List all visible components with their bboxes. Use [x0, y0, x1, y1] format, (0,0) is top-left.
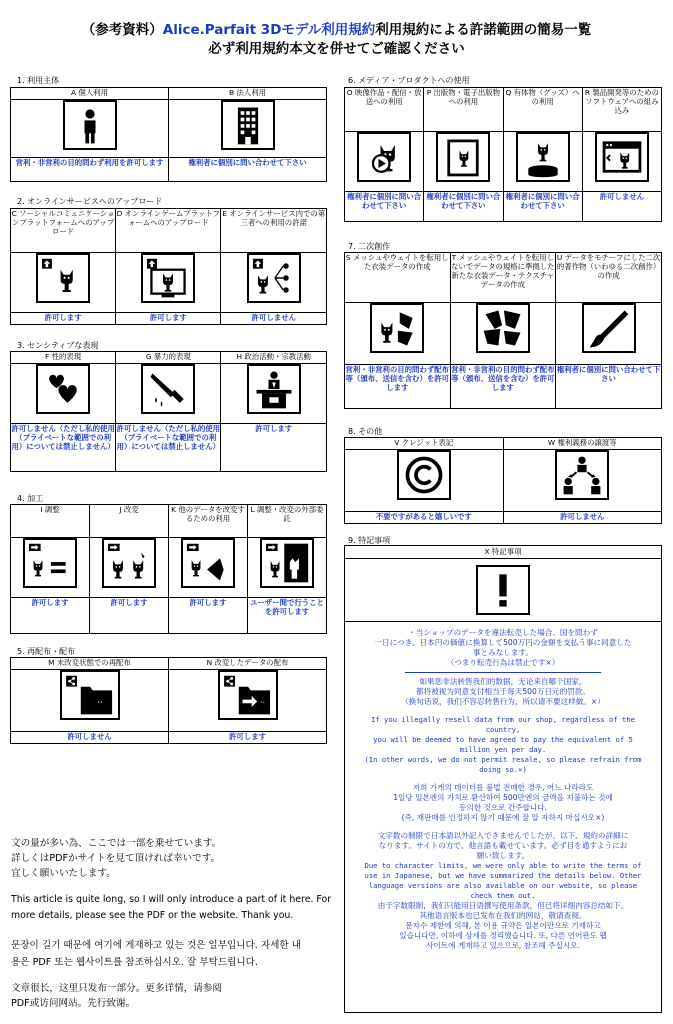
cell-i-head: I 調整 [11, 505, 90, 538]
note-ko-line: 문자수 제한에 의해, 본 이용 규약은 일본어만으로 기재하고 [405, 921, 601, 930]
cell-c-head: C ソーシャルコミュニケーションプラットフォームへのアップロード [11, 209, 116, 253]
title-suffix: 利用規約による許諾範囲の簡易一覧 [375, 22, 592, 38]
use-for-other-icon [181, 538, 235, 588]
cell-e-head: E オンラインサービス内での第三者への利用の許諾 [221, 209, 327, 253]
section-4-title: 4. 加工 [17, 494, 44, 503]
section-6-table [344, 87, 662, 222]
cell-g-foot: 許可しません（ただし私的使用（プライベートな範囲での利用）については禁止しません） [116, 424, 221, 472]
notice-jp-line: （つまり転売行為は禁止です×） [446, 658, 560, 667]
cell-o-head: O 映像作品・配信・放送への利用 [345, 88, 424, 132]
notice-en-line: million yen per day. [459, 745, 547, 754]
notice-ko-line: 저희 가게의 데이터를 불법 전매한 경우, 어느 나라라도 [412, 783, 594, 792]
podium-icon [247, 364, 301, 414]
book-icon [436, 132, 490, 182]
notice-ko-line: (즉, 재판매를 인정하지 않기 때문에 잘 알 자하지 마십시오×) [401, 813, 605, 822]
special-notes-box [344, 545, 662, 1013]
cell-t-foot: 営利・非営利の目的問わず配布等（頒布、送信を含む）を許可します [450, 365, 556, 409]
left-note-jp [11, 836, 341, 881]
notice-en-line: country, [485, 725, 521, 734]
knife-icon [141, 364, 195, 414]
page-title [0, 18, 673, 38]
section-9-title: 9. 特記事項 [348, 536, 391, 545]
left-note-zh-line: PDF或访问网站。先行致谢。 [11, 998, 136, 1009]
cell-k-foot: 許可します [169, 598, 248, 634]
note-ko [345, 921, 661, 951]
note-en [345, 861, 661, 901]
cell-h-head: H 政治活動・宗教活動 [221, 352, 327, 364]
cell-j-head: J 改変 [90, 505, 169, 538]
cell-o-foot: 権利者に個別に問い合わせて下さい [345, 192, 424, 222]
section-2-table [10, 208, 327, 325]
cell-w-head: W 権利義務の譲渡等 [503, 438, 662, 450]
mesh-outfit-icon [370, 303, 424, 353]
outsource-icon [260, 538, 314, 588]
cell-d-head: D オンラインゲームプラットフォームへのアップロード [116, 209, 221, 253]
adjust-icon [23, 538, 77, 588]
cell-l-foot: ユーザー間で行うことを許可します [248, 598, 327, 634]
cell-b-foot: 権利者に個別に問い合わせて下さい [169, 158, 327, 182]
cell-p-foot: 権利者に個別に問い合わせて下さい [424, 192, 503, 222]
notice-jp-line: 事とみなします。 [472, 648, 534, 657]
section-1-table [10, 87, 327, 182]
cell-v-head: V クレジット表記 [345, 438, 504, 450]
section-5-table [10, 657, 327, 744]
left-note-en-line: This article is quite long, so I will only introduce a part of it here. For [11, 894, 332, 905]
notice-jp-line: 一日につき、日本円の価値に換算して500万円の金額を支払う事に同意した [374, 638, 632, 647]
section-8-table [344, 437, 662, 524]
figure-icon [516, 132, 570, 182]
cell-c-foot: 許可します [11, 313, 116, 325]
section-3-title: 3. センシティブな表現 [17, 341, 99, 350]
notice-en [345, 715, 661, 775]
notice-jp-line: ・当ショップのデータを違法転売した場合、国を問わず [408, 628, 598, 637]
cell-n-foot: 許可します [169, 732, 327, 744]
cell-m-head: M 未改変状態での再配布 [11, 658, 169, 670]
section-7-table [344, 252, 662, 409]
cell-u-head: U データをモチーフにした二次的著作物（いわゆる二次創作）の作成 [556, 253, 662, 303]
note-en-line: language versions are also available on our website, so please [368, 881, 638, 890]
note-zh-line: 由于字数限制，我们只能用日语撰写使用条款，但已将详细内容总结如下。 [377, 901, 629, 910]
cell-n-head: N 改変したデータの配布 [169, 658, 327, 670]
third-party-icon [247, 253, 301, 303]
cell-r-head: R 製品開発等のためのソフトウェアへの組み込み [582, 88, 661, 132]
left-note-ko-line: 문장이 길기 때문에 여기에 게재하고 있는 것은 일부입니다. 자세한 내 [11, 940, 301, 951]
person-icon [63, 100, 117, 150]
left-note-zh-line: 文章很长，这里只发布一部分。更多详情，请参阅 [11, 983, 223, 994]
cell-s-foot: 営利・非営利の目的問わず配布等（頒布、送信を含む）を許可します [345, 365, 451, 409]
cell-f-foot: 許可しません（ただし私的使用（プライベートな範囲での利用）については禁止しません） [11, 424, 116, 472]
section-6-title: 6. メディア・プロダクトへの使用 [348, 76, 470, 85]
left-note-ko [11, 937, 341, 971]
game-upload-icon [141, 253, 195, 303]
cell-p-head: P 出版物・電子出版物への利用 [424, 88, 503, 132]
left-note-en [11, 892, 341, 924]
left-note-jp-line: 文の量が多い為、ここでは一部を乗せています。 [11, 838, 222, 849]
notice-en-line: (In other words, we do not permit resale, so please refrain from [364, 755, 642, 764]
cell-f-head: F 性的表現 [11, 352, 116, 364]
copyright-icon [397, 450, 451, 500]
left-note-zh [11, 981, 341, 1011]
section-7-title: 7. 二次創作 [348, 242, 391, 251]
notice-zh-line: 都将被视为同意支付相当于每天500万日元的罚款。 [416, 687, 590, 696]
note-zh-line: 其他语言版本也已发布在我们的网站，敬请查阅。 [419, 911, 587, 920]
title-prefix: （参考資料） [81, 22, 163, 38]
notice-ko [345, 783, 661, 823]
note-jp [345, 831, 661, 861]
note-jp-line: 願い致します。 [476, 851, 530, 860]
left-note-ko-line: 용은 PDF 또는 웹사이트를 참조하십시오. 잘 부탁드립니다. [11, 957, 258, 968]
notice-jp [345, 628, 661, 668]
cell-g-head: G 暴力的表現 [116, 352, 221, 364]
share-folder-icon [60, 670, 120, 720]
left-note-en-line: more details, please see the PDF or the website. Thank you. [11, 910, 294, 921]
notice-en-line: doing so.×) [479, 765, 527, 774]
section-4-table [10, 504, 327, 634]
notice-ko-line: 1일당 일본엔의 가치로 환산하여 500만엔의 금액을 지불하는 것에 [393, 793, 613, 802]
cell-b-head: B 法人利用 [169, 88, 327, 100]
section-2-title: 2. オンラインサービスへのアップロード [17, 197, 163, 206]
notice-ko-line: 동의한 것으로 간주합니다. [459, 803, 547, 812]
notice-zh [345, 677, 661, 707]
building-icon [221, 100, 275, 150]
section-3-table [10, 351, 327, 472]
cell-h-foot: 許可します [221, 424, 327, 472]
cell-a-foot: 営利・非営利の目的問わず利用を許可します [11, 158, 169, 182]
note-zh [345, 901, 661, 921]
cell-w-foot: 許可しません [503, 512, 662, 524]
hearts-icon [36, 364, 90, 414]
notice-zh-line: （换句话说，我们不容忍转售行为，所以请不要这样做。×） [401, 697, 605, 706]
social-upload-icon [36, 253, 90, 303]
transfer-icon [555, 450, 609, 500]
left-note-jp-line: 詳しくはPDFかサイトを見て頂ければ幸いです。 [11, 853, 221, 864]
note-jp-line: 文字数の制限で日本語以外記入できませんでしたが、以下、規約の詳細に [377, 831, 629, 840]
cell-k-head: K 他のデータを改変するための利用 [169, 505, 248, 538]
left-note-jp-line: 宜しく願いいたします。 [11, 868, 116, 879]
title-link[interactable]: Alice.Parfait 3Dモデル利用規約 [162, 22, 376, 38]
cell-u-foot: 権利者に個別に問い合わせて下さい [556, 365, 662, 409]
notice-en-line: If you illegally resell data from our shop, regardless of the [371, 715, 635, 724]
cell-l-head: L 調整・改変の外部委託 [248, 505, 327, 538]
cell-m-foot: 許可しません [11, 732, 169, 744]
note-en-line: check them out. [470, 891, 536, 900]
section-1-title: 1. 利用主体 [17, 76, 60, 85]
cell-d-foot: 許可します [116, 313, 221, 325]
note-en-line: Due to character limits, we were only able to write the terms of [364, 861, 642, 870]
cell-x-head: X 特記事項 [345, 546, 661, 559]
cell-s-head: S メッシュやウェイトを転用した衣装データの作成 [345, 253, 451, 303]
brush-icon [582, 303, 636, 353]
page-subtitle: 必ず利用規約本文を併せてご確認ください [208, 41, 465, 57]
cell-i-foot: 許可します [11, 598, 90, 634]
cell-e-foot: 許可しません [221, 313, 327, 325]
note-ko-line: 사이트에 게재하고 있으므로, 참조해 주십시오. [426, 941, 580, 950]
cell-j-foot: 許可します [90, 598, 169, 634]
note-ko-line: 있습니다만, 이하에 상세를 정리했습니다. 또, 다른 언어판도 웹 [399, 931, 607, 940]
section-5-title: 5. 再配布・配布 [17, 647, 76, 656]
note-jp-line: なります。サイトの方で、他言語も載せています。必ず目を通すようにお [378, 841, 628, 850]
video-icon [357, 132, 411, 182]
notice-en-line: you will be deemed to have agreed to pay the equivalent of 5 [373, 735, 633, 744]
cell-t-head: T メッシュやウェイトを転用しないでデータの規格に準拠した新たな衣装データ・テクスチャデータの作成 [450, 253, 556, 303]
cell-v-foot: 不要ですがあると嬉しいです [345, 512, 504, 524]
share-modified-icon [218, 670, 278, 720]
modify-icon [102, 538, 156, 588]
cell-a-head: A 個人利用 [11, 88, 169, 100]
software-icon [595, 132, 649, 182]
section-8-title: 8. その他 [348, 427, 383, 436]
cell-q-head: Q 有体物（グッズ）への利用 [503, 88, 582, 132]
note-en-line: use in Japanese, but we have summarized the details below. Other [364, 871, 642, 880]
cell-r-foot: 許可しません [582, 192, 661, 222]
exclamation-icon [476, 565, 530, 615]
notice-zh-line: 如果您非法转售我们的数据，无论来自哪个国家， [419, 677, 587, 686]
new-outfit-icon [476, 303, 530, 353]
cell-q-foot: 権利者に個別に問い合わせて下さい [503, 192, 582, 222]
